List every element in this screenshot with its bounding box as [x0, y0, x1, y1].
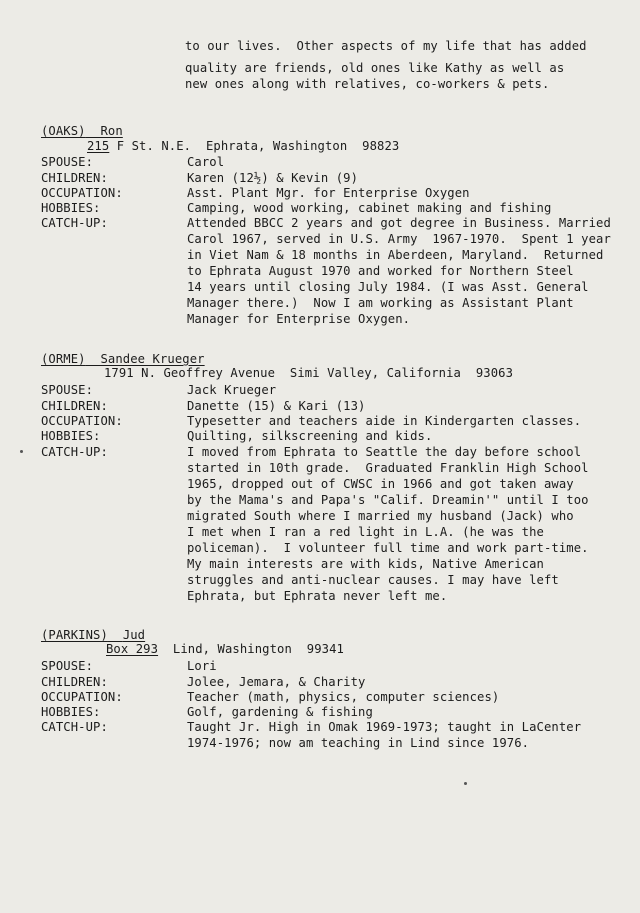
catchup-line: 14 years until closing July 1984. (I was Asst. General — [187, 280, 589, 294]
catchup-line: My main interests are with kids, Native American — [187, 557, 544, 571]
catchup-line: Taught Jr. High in Omak 1969-1973; taught in LaCenter — [187, 720, 582, 734]
entry-name — [41, 352, 205, 367]
catchup-line: by the Mama's and Papa's "Calif. Dreamin'" until I too — [187, 493, 589, 507]
entry-name — [41, 628, 145, 643]
catchup-line: struggles and anti-nuclear causes. I may have left — [187, 573, 559, 587]
catchup-line: I moved from Ephrata to Seattle the day before school — [187, 445, 582, 459]
value-children: Danette (15) & Kari (13) — [187, 399, 366, 413]
value-hobbies: Golf, gardening & fishing — [187, 705, 373, 719]
catchup-line: I met when I ran a red light in L.A. (he was the — [187, 525, 544, 539]
value-spouse: Lori — [187, 659, 217, 673]
stray-mark — [20, 450, 23, 453]
label-catchup: CATCH-UP: — [41, 445, 108, 459]
catchup-line: migrated South where I married my husband (Jack) who — [187, 509, 574, 523]
label-hobbies: HOBBIES: — [41, 429, 101, 443]
label-children: CHILDREN: — [41, 171, 108, 185]
label-spouse: SPOUSE: — [41, 383, 94, 397]
catchup-line: in Viet Nam & 18 months in Aberdeen, Maryland. Returned — [187, 248, 604, 262]
catchup-line: Attended BBCC 2 years and got degree in Business. Married — [187, 216, 611, 230]
value-hobbies: Camping, wood working, cabinet making and fishing — [187, 201, 552, 215]
catchup-line: started in 10th grade. Graduated Franklin High School — [187, 461, 589, 475]
catchup-line: to Ephrata August 1970 and worked for Northern Steel — [187, 264, 574, 278]
label-children: CHILDREN: — [41, 675, 108, 689]
label-catchup: CATCH-UP: — [41, 216, 108, 230]
value-children: Karen (12½) & Kevin (9) — [187, 171, 359, 185]
value-occupation: Asst. Plant Mgr. for Enterprise Oxygen — [187, 186, 470, 200]
entry-address: 215 F St. N.E. Ephrata, Washington 98823 — [87, 139, 400, 153]
label-occupation: OCCUPATION: — [41, 690, 123, 704]
entry-first-name: Ron — [100, 124, 123, 138]
value-hobbies: Quilting, silkscreening and kids. — [187, 429, 433, 443]
catchup-line: policeman). I volunteer full time and work part-time. — [187, 541, 589, 555]
entry-surname: (ORME) — [41, 352, 86, 366]
intro-line: to our lives. Other aspects of my life that has added — [185, 39, 587, 53]
value-spouse: Jack Krueger — [187, 383, 277, 397]
entry-surname: (OAKS) — [41, 124, 86, 138]
entry-address: Box 293 Lind, Washington 99341 — [106, 642, 344, 656]
stray-mark — [464, 782, 467, 785]
entry-name — [41, 124, 123, 139]
value-occupation: Typesetter and teachers aide in Kindergarten classes. — [187, 414, 582, 428]
catchup-line: Manager there.) Now I am working as Assistant Plant — [187, 296, 574, 310]
entry-first-name: Jud — [122, 628, 146, 642]
value-occupation: Teacher (math, physics, computer sciences) — [187, 690, 500, 704]
catchup-line: 1974-1976; now am teaching in Lind since 1976. — [187, 736, 530, 750]
intro-line: quality are friends, old ones like Kathy as well as — [185, 61, 565, 75]
label-occupation: OCCUPATION: — [41, 186, 123, 200]
value-children: Jolee, Jemara, & Charity — [187, 675, 366, 689]
entry-first-name: Sandee Krueger — [100, 352, 205, 366]
label-spouse: SPOUSE: — [41, 155, 94, 169]
intro-line: new ones along with relatives, co-workers & pets. — [185, 77, 550, 91]
catchup-line: Manager for Enterprise Oxygen. — [187, 312, 411, 326]
label-catchup: CATCH-UP: — [41, 720, 108, 734]
label-hobbies: HOBBIES: — [41, 201, 101, 215]
value-spouse: Carol — [187, 155, 225, 169]
catchup-line: Carol 1967, served in U.S. Army 1967-1970. Spent 1 year — [187, 232, 611, 246]
label-children: CHILDREN: — [41, 399, 108, 413]
entry-address: 1791 N. Geoffrey Avenue Simi Valley, California 93063 — [104, 366, 514, 380]
entry-surname: (PARKINS) — [41, 628, 108, 642]
catchup-line: Ephrata, but Ephrata never left me. — [187, 589, 448, 603]
label-spouse: SPOUSE: — [41, 659, 94, 673]
label-hobbies: HOBBIES: — [41, 705, 101, 719]
catchup-line: 1965, dropped out of CWSC in 1966 and got taken away — [187, 477, 574, 491]
label-occupation: OCCUPATION: — [41, 414, 123, 428]
